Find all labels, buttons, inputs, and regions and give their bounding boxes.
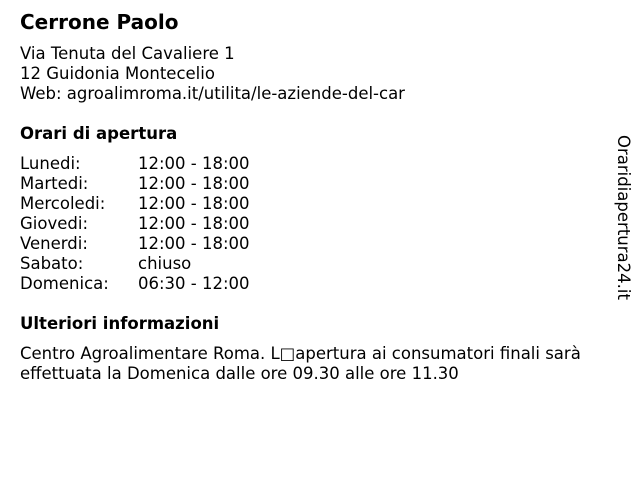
business-name: Cerrone Paolo: [20, 10, 179, 34]
hours-row-thursday: [20, 214, 320, 234]
hours-day: Giovedi:: [20, 214, 88, 233]
hours-row-monday: [20, 154, 320, 174]
address-street: Via Tenuta del Cavaliere 1: [20, 44, 235, 63]
opening-hours-heading: Orari di apertura: [20, 124, 178, 143]
hours-row-sunday: [20, 274, 320, 294]
opening-hours-table: [20, 154, 320, 294]
hours-time: 12:00 - 18:00: [138, 154, 250, 173]
hours-time: 12:00 - 18:00: [138, 214, 250, 233]
hours-row-friday: [20, 234, 320, 254]
hours-day: Martedi:: [20, 174, 89, 193]
hours-day: Sabato:: [20, 254, 84, 273]
hours-day: Venerdi:: [20, 234, 88, 253]
hours-day: Lunedi:: [20, 154, 81, 173]
side-brand-text: Oraridiapertura24.it: [614, 135, 633, 300]
hours-time: 06:30 - 12:00: [138, 274, 250, 293]
hours-day: Domenica:: [20, 274, 109, 293]
additional-info-heading: Ulteriori informazioni: [20, 314, 220, 333]
additional-info-text: [20, 344, 630, 384]
hours-row-wednesday: [20, 194, 320, 214]
hours-time: 12:00 - 18:00: [138, 174, 250, 193]
address-block: [20, 44, 405, 104]
website-line: Web: agroalimroma.it/utilita/le-aziende-del-car: [20, 84, 405, 103]
additional-info-line: Centro Agroalimentare Roma. L□apertura ai consumatori finali sarà: [20, 344, 581, 363]
hours-row-tuesday: [20, 174, 320, 194]
side-brand-watermark: [612, 135, 634, 310]
hours-time: 12:00 - 18:00: [138, 194, 250, 213]
hours-row-saturday: [20, 254, 320, 274]
hours-day: Mercoledi:: [20, 194, 106, 213]
additional-info-line: effettuata la Domenica dalle ore 09.30 alle ore 11.30: [20, 364, 459, 383]
hours-time: 12:00 - 18:00: [138, 234, 250, 253]
address-city: 12 Guidonia Montecelio: [20, 64, 215, 83]
hours-time: chiuso: [138, 254, 192, 273]
